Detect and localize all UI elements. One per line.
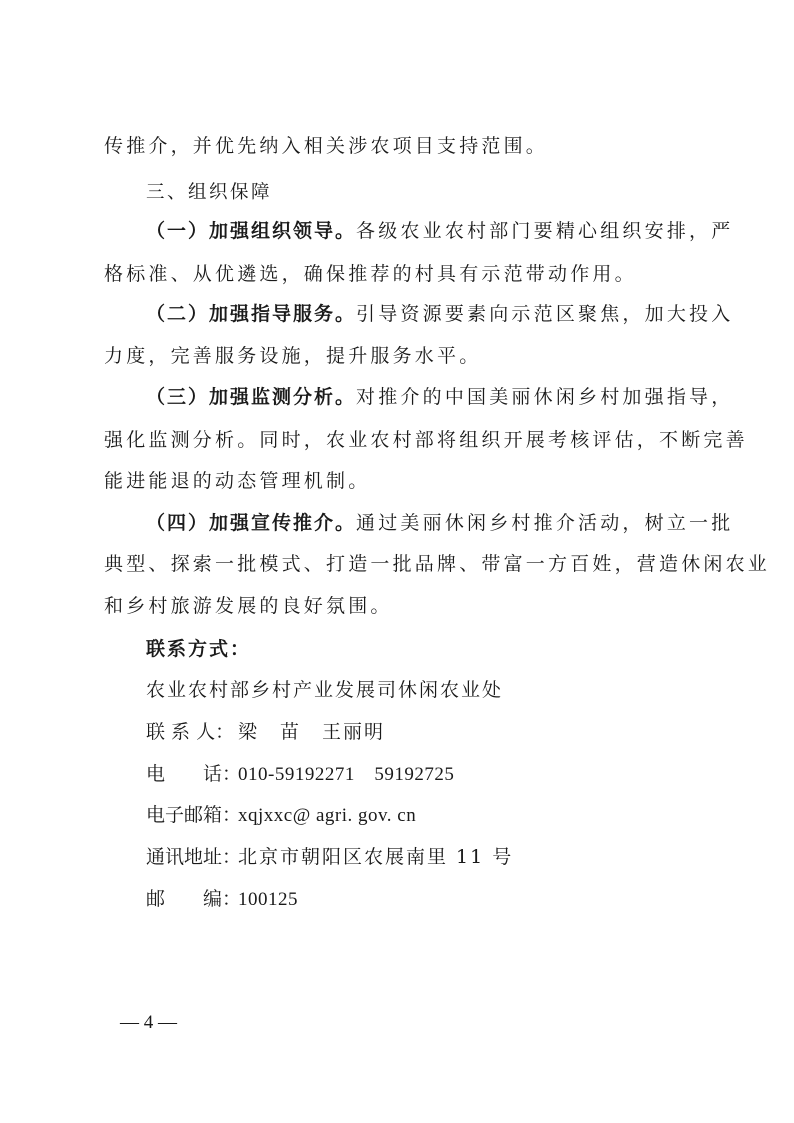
item-text: 对推介的中国美丽休闲乡村加强指导， xyxy=(356,386,734,408)
item-text: 通过美丽休闲乡村推介活动，树立一批 xyxy=(356,512,734,534)
paragraph-line xyxy=(146,218,734,244)
page-number: — 4 — xyxy=(120,1012,177,1033)
contact-postcode-row xyxy=(146,886,694,913)
contact-email-row xyxy=(146,802,694,829)
item-heading: （三）加强监测分析。 xyxy=(146,386,357,408)
paragraph-line: 和乡村旅游发展的良好氛围。 xyxy=(104,595,393,617)
contact-address-value: 北京市朝阳区农展南里 11 号 xyxy=(238,846,514,868)
contact-postcode-value: 100125 xyxy=(238,889,298,910)
contact-email-value: xqjxxc@ agri. gov. cn xyxy=(238,805,417,826)
section-heading: 三、组织保障 xyxy=(146,182,273,203)
paragraph-line: 典型、探索一批模式、打造一批品牌、带富一方百姓，营造休闲农业 xyxy=(104,553,771,575)
paragraph-line xyxy=(146,510,734,536)
item-text: 各级农业农村部门要精心组织安排，严 xyxy=(356,220,734,242)
contact-postcode-label: 邮 编： xyxy=(146,888,242,910)
paragraph-line: 能进能退的动态管理机制。 xyxy=(104,470,371,492)
paragraph-line: 格标准、从优遴选，确保推荐的村具有示范带动作用。 xyxy=(104,263,637,285)
contact-address-label: 通讯地址： xyxy=(146,846,242,868)
contact-phone-value: 010-59192271 59192725 xyxy=(238,764,455,785)
contact-person-row xyxy=(146,719,694,745)
paragraph-line: 强化监测分析。同时，农业农村部将组织开展考核评估，不断完善 xyxy=(104,429,748,451)
paragraph-line: 力度，完善服务设施，提升服务水平。 xyxy=(104,345,482,367)
paragraph-line xyxy=(146,301,734,327)
contact-person-value: 梁 苗 王丽明 xyxy=(238,721,386,743)
item-text: 引导资源要素向示范区聚焦，加大投入 xyxy=(356,303,734,325)
contact-person-label: 联 系 人： xyxy=(146,721,235,743)
paragraph-line: 传推介，并优先纳入相关涉农项目支持范围。 xyxy=(104,135,549,157)
paragraph-line xyxy=(146,384,734,410)
contact-email-label: 电子邮箱： xyxy=(146,804,242,826)
item-heading: （一）加强组织领导。 xyxy=(146,220,357,242)
contact-phone-label: 电 话： xyxy=(146,763,242,785)
contact-department: 农业农村部乡村产业发展司休闲农业处 xyxy=(146,679,504,701)
contact-title: 联系方式： xyxy=(146,638,252,660)
item-heading: （四）加强宣传推介。 xyxy=(146,512,357,534)
contact-phone-row xyxy=(146,761,694,788)
item-heading: （二）加强指导服务。 xyxy=(146,303,357,325)
contact-address-row xyxy=(146,844,694,870)
